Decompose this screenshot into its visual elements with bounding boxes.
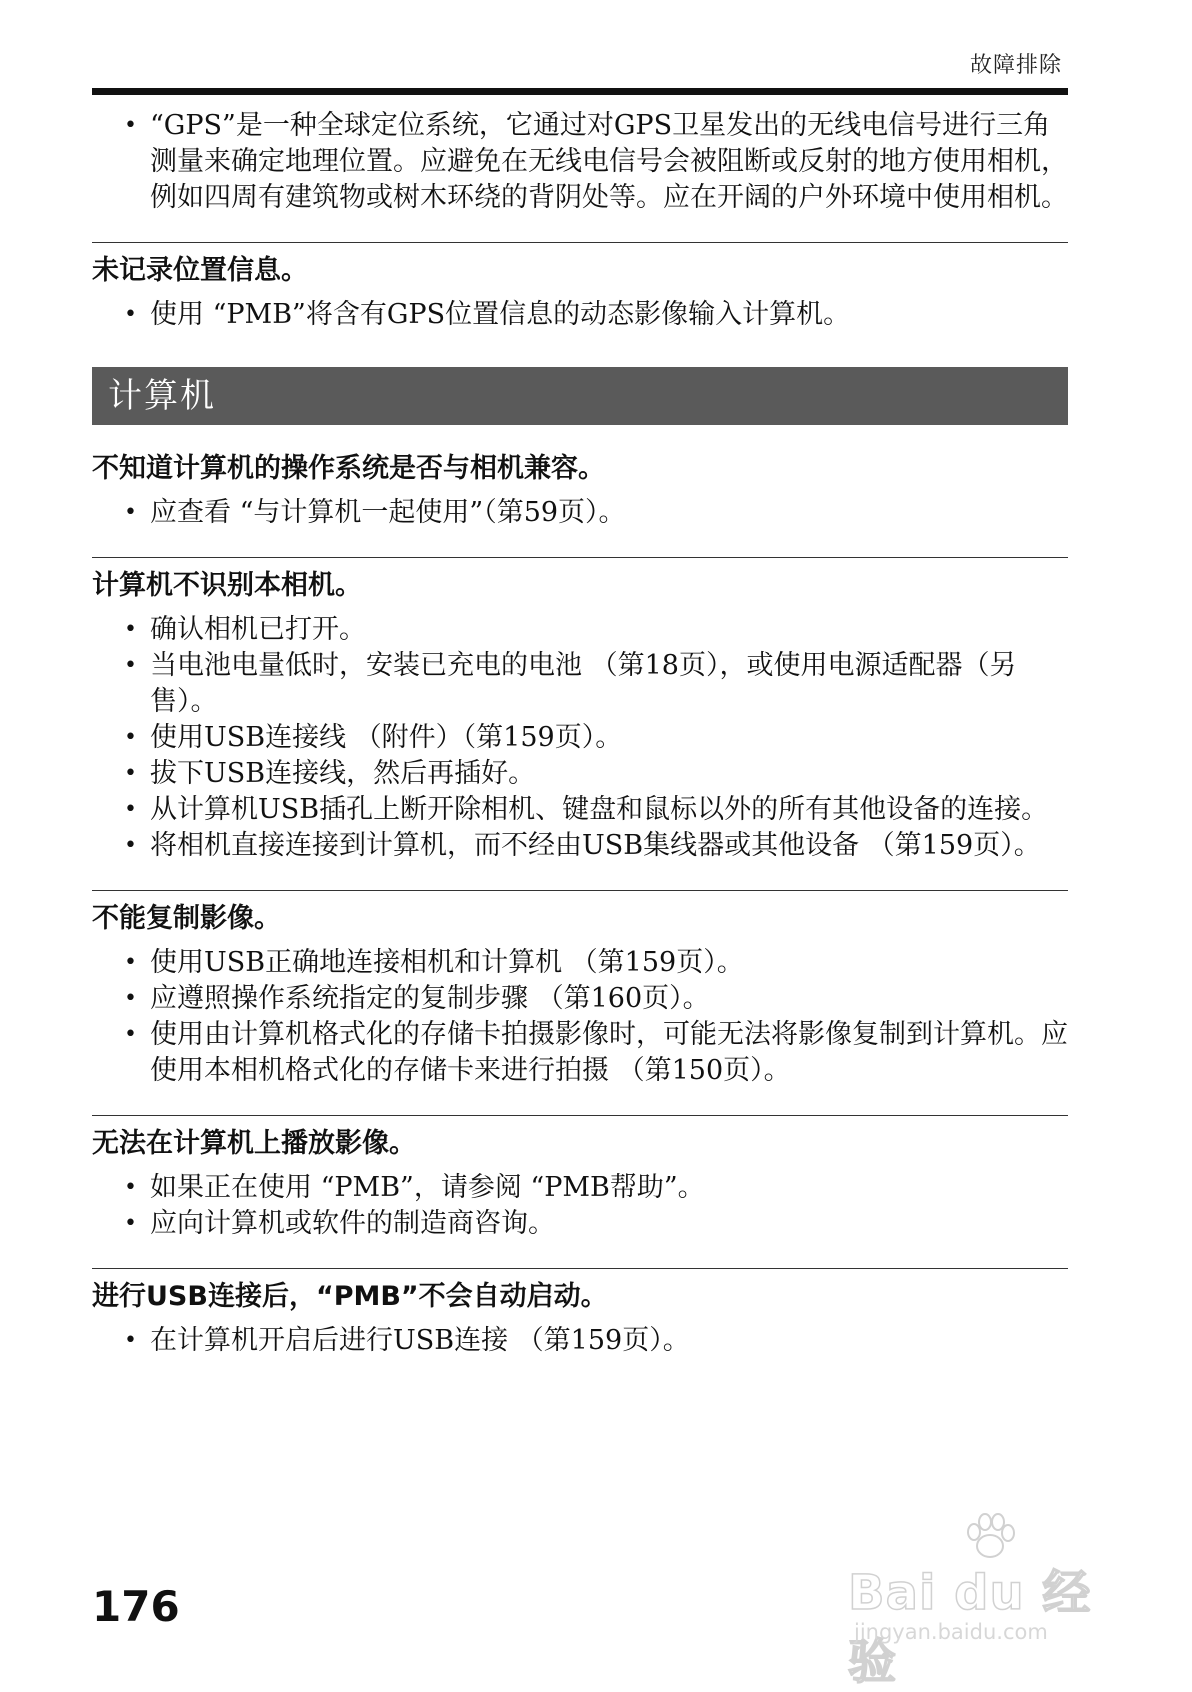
topic-location [92, 253, 1068, 333]
bullet-item: • 使用USB正确地连接相机和计算机 （第159页）。 [92, 945, 1068, 981]
bullet-item: • 如果正在使用 “PMB”，请参阅 “PMB帮助”。 [92, 1170, 1068, 1206]
bullet-list [92, 1323, 1068, 1359]
topic-title: 无法在计算机上播放影像。 [92, 1128, 416, 1159]
bullet-item: • 拔下USB连接线，然后再插好。 [92, 756, 1068, 792]
bullet-list [92, 297, 1068, 333]
topic-title: 不能复制影像。 [92, 903, 281, 934]
bullet-item: • 使用USB连接线 （附件）（第159页）。 [92, 720, 1068, 756]
topic-title: 不知道计算机的操作系统是否与相机兼容。 [92, 453, 605, 484]
bullet-item: • 确认相机已打开。 [92, 612, 1068, 648]
bullet-item: • 在计算机开启后进行USB连接 （第159页）。 [92, 1323, 1068, 1359]
bullet-item: • 应查看 “与计算机一起使用”（第59页）。 [92, 495, 1068, 531]
divider [92, 890, 1068, 891]
bullet-item: • 使用 “PMB”将含有GPS位置信息的动态影像输入计算机。 [92, 297, 1068, 333]
watermark-url: jingyan.baidu.com [854, 1620, 1048, 1644]
topic-title: 进行USB连接后，“PMB”不会自动启动。 [92, 1281, 608, 1312]
page-number: 176 [92, 1582, 180, 1631]
topic-os-compatibility [92, 451, 1068, 531]
topic-title: 未记录位置信息。 [92, 255, 308, 286]
bullet-item: • 应遵照操作系统指定的复制步骤 （第160页）。 [92, 981, 1068, 1017]
bullet-list [92, 945, 1068, 1089]
intro-bullet: • “GPS”是一种全球定位系统，它通过对GPS卫星发出的无线电信号进行三角测量来确定地理位置。应避免在无线电信号会被阻断或反射的地方使用相机，例如四周有建筑物或树木环绕的背阴处等。应在开阔的户外环境中使用相机。 [92, 108, 1068, 216]
bullet-list [92, 495, 1068, 531]
baidu-watermark [848, 1512, 1098, 1690]
bullet-list [92, 1170, 1068, 1242]
divider [92, 242, 1068, 243]
topic-cannot-play [92, 1126, 1068, 1242]
topic-title: 计算机不识别本相机。 [92, 570, 362, 601]
divider [92, 1268, 1068, 1269]
page-content [92, 108, 1068, 1359]
watermark-brand: Bai du 经验 [848, 1565, 1092, 1690]
bullet-item: • 当电池电量低时，安装已充电的电池 （第18页），或使用电源适配器（另售）。 [92, 648, 1068, 720]
bullet-item: • 从计算机USB插孔上断开除相机、键盘和鼠标以外的所有其他设备的连接。 [92, 792, 1068, 828]
divider [92, 1115, 1068, 1116]
bullet-item: • 将相机直接连接到计算机，而不经由USB集线器或其他设备 （第159页）。 [92, 828, 1068, 864]
topic-cannot-copy [92, 901, 1068, 1089]
topic-camera-not-recognized [92, 568, 1068, 864]
divider [92, 557, 1068, 558]
intro-bullet-list [92, 108, 1068, 216]
header-rule [92, 88, 1068, 95]
topic-pmb-autostart [92, 1279, 1068, 1359]
bullet-item: • 应向计算机或软件的制造商咨询。 [92, 1206, 1068, 1242]
bullet-item: • 使用由计算机格式化的存储卡拍摄影像时，可能无法将影像复制到计算机。应使用本相机格式化的存储卡来进行拍摄 （第150页）。 [92, 1017, 1068, 1089]
section-header-label: 故障排除 [969, 53, 1062, 78]
bullet-list [92, 612, 1068, 864]
section-heading-computer: 计算机 [92, 367, 1068, 425]
